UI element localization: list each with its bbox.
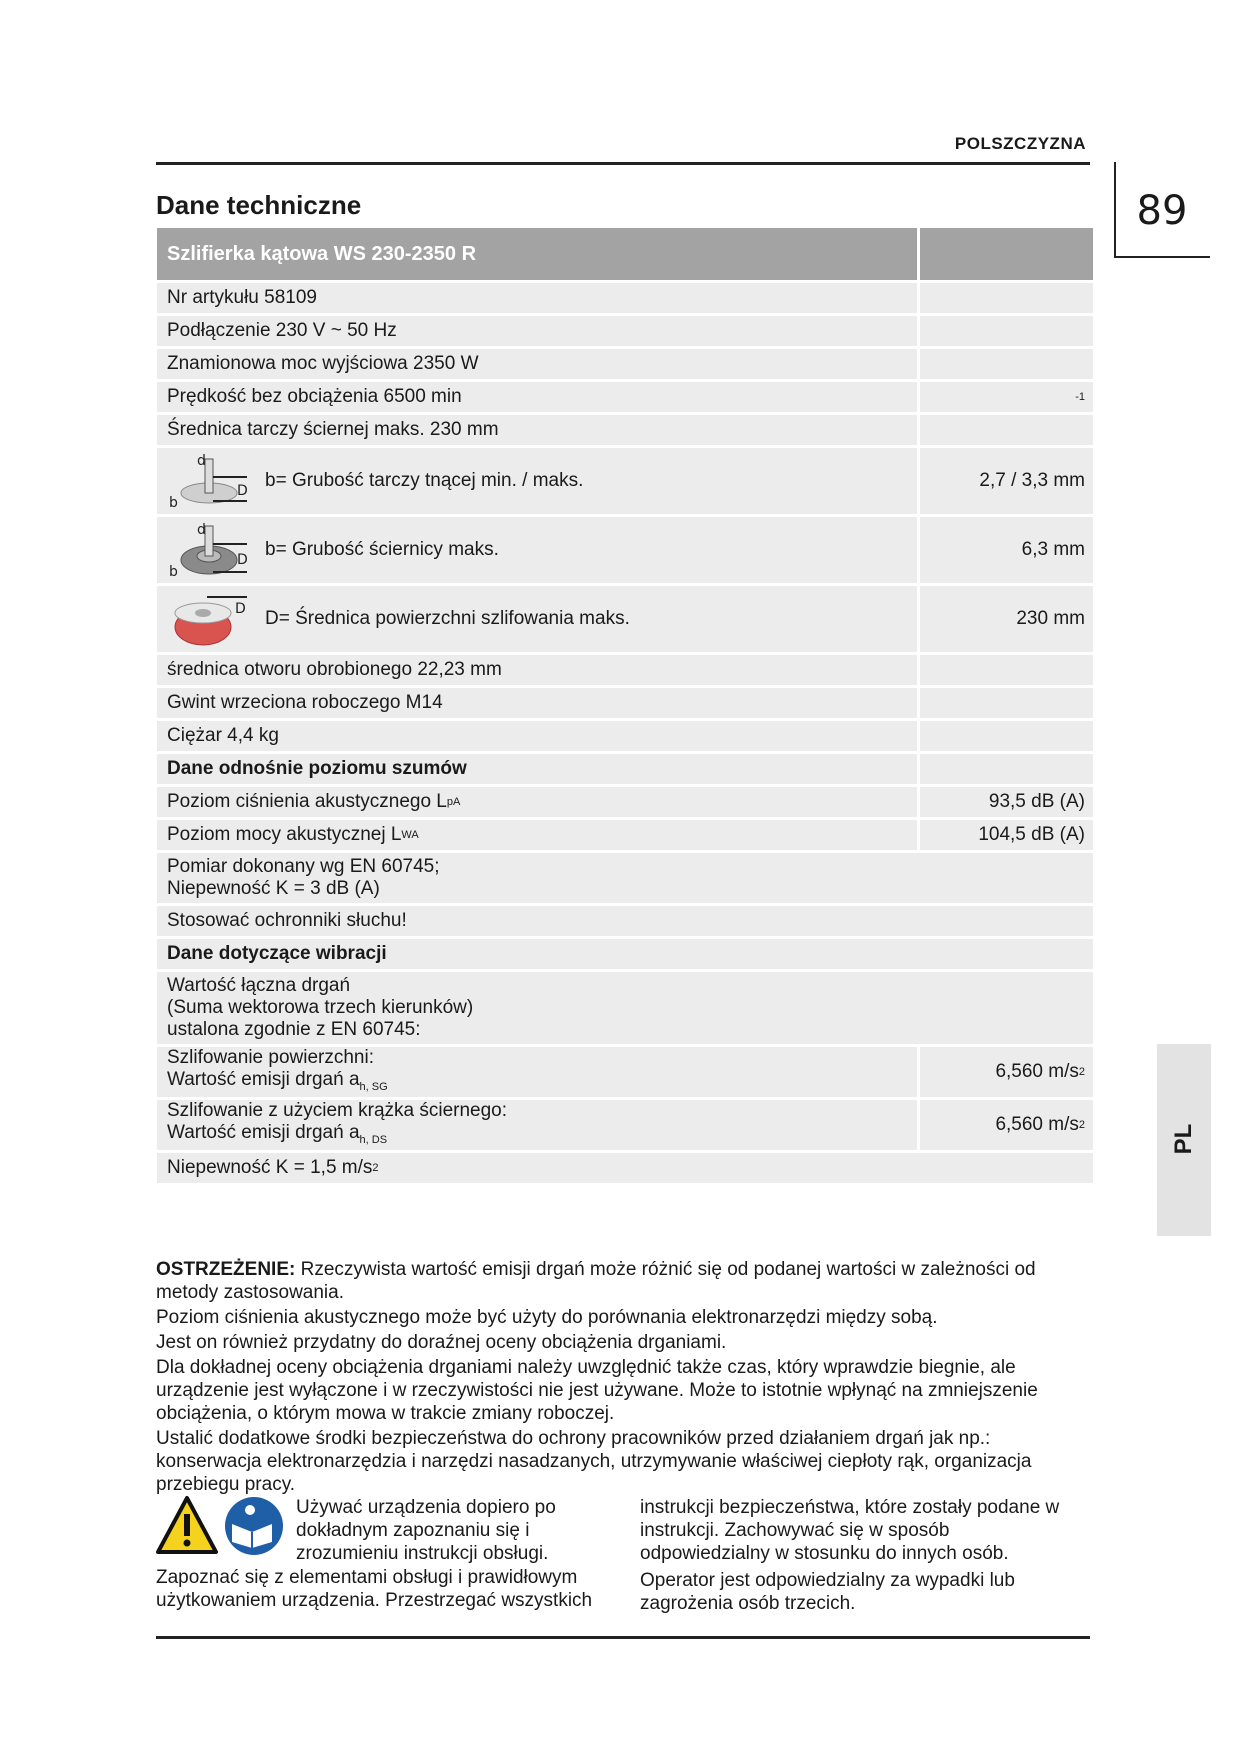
measurement-standard: Pomiar dokonany wg EN 60745;: [167, 856, 440, 877]
disc-sanding-text: Wartość emisji drgań a: [167, 1121, 360, 1143]
spindle-thread: Gwint wrzeciona roboczego M14: [157, 688, 917, 718]
sound-pressure-subscript: pA: [446, 796, 461, 808]
notice-operator-responsibility: Operator jest odpowiedzialny za wypadki lub zagrożenia osób trzecich.: [640, 1570, 1015, 1614]
value-cell: [920, 283, 1093, 313]
table-row: [157, 906, 1093, 936]
table-row: [157, 517, 1093, 583]
surface-grinding-line2: [167, 1069, 388, 1098]
table-row: [157, 1153, 1093, 1183]
disc-sanding-label: [157, 1100, 917, 1150]
table-row: [157, 787, 1093, 817]
notice-safety-instructions: instrukcji bezpieczeństwa, które zostały podane w instrukcji. Zachowywać się w sposób odpowiedzialny w stosunku do innych osób.: [640, 1497, 1060, 1564]
table-row: [157, 754, 1093, 784]
surface-diameter-label: D= Średnica powierzchni szlifowania maks.: [265, 608, 630, 629]
surface-diameter-row: [157, 586, 917, 652]
sound-power-label: [157, 820, 917, 850]
wire-brush-icon: [167, 589, 251, 649]
sound-power-value: 104,5 dB (A): [920, 820, 1093, 850]
vibration-uncertainty-text: Niepewność K = 1,5 m/s: [167, 1157, 373, 1178]
vibration-total-line1: Wartość łączna drgań: [167, 975, 351, 996]
cutting-thickness-value: 2,7 / 3,3 mm: [920, 448, 1093, 514]
table-row: [157, 688, 1093, 718]
bottom-rule: [156, 1636, 1090, 1639]
grinding-thickness-label: b= Grubość ściernicy maks.: [265, 539, 499, 560]
disc-sanding-line1: Szlifowanie z użyciem krążka ściernego:: [167, 1099, 508, 1121]
notice-controls: Zapoznać się z elementami obsługi i prawidłowym użytkowaniem urządzenia. Przestrzegać wszystkich: [156, 1567, 593, 1611]
spec-table: [157, 228, 1093, 1186]
cutting-thickness-label: b= Grubość tarczy tnącej min. / maks.: [265, 470, 584, 491]
warning-paragraph-4: Dla dokładnej oceny obciążenia drganiami należy uwzględnić także czas, który wprawdzie biegnie, ale urządzenie jest wyłączone i w rzeczywistości nie jest używane. Może to istotnie wpłynąć na zmniejszenie obciążenia, o którym mowa w trakcie zmiany roboczej.: [156, 1357, 1038, 1424]
sound-power-text: Poziom mocy akustycznej L: [167, 824, 402, 845]
table-title: Szlifierka kątowa WS 230-2350 R: [157, 228, 917, 280]
surface-grinding-text: Wartość emisji drgań a: [167, 1068, 360, 1090]
grinding-thickness-value: 6,3 mm: [920, 517, 1093, 583]
notice-read-manual: Używać urządzenia dopiero po dokładnym zapoznaniu się i zrozumieniu instrukcji obsługi.: [296, 1497, 556, 1564]
value-cell: [920, 316, 1093, 346]
table-row: [157, 655, 1093, 685]
table-header-row: [157, 228, 1093, 280]
surface-diameter-value: 230 mm: [920, 586, 1093, 652]
disc-diameter: Średnica tarczy ściernej maks. 230 mm: [157, 415, 917, 445]
sound-pressure-text: Poziom ciśnienia akustycznego L: [167, 791, 447, 812]
table-row: [157, 721, 1093, 751]
sound-power-subscript: WA: [401, 829, 419, 841]
warning-triangle-icon: [156, 1494, 284, 1558]
table-row: [157, 448, 1093, 514]
table-row: [157, 349, 1093, 379]
table-row: [157, 1047, 1093, 1097]
article-number: Nr artykułu 58109: [157, 283, 917, 313]
cutting-disc-row: [157, 448, 917, 514]
surface-grinding-number: 6,560 m/s: [995, 1061, 1079, 1082]
table-row: [157, 939, 1093, 969]
svg-text:D: D: [235, 601, 246, 617]
table-header-blank: [920, 228, 1093, 280]
vibration-total-line2: (Suma wektorowa trzech kierunków): [167, 997, 474, 1018]
table-row: [157, 1100, 1093, 1150]
table-row: [157, 972, 1093, 1044]
value-cell: [920, 688, 1093, 718]
measurement-note: [157, 853, 1093, 903]
squared-exponent: 2: [1078, 1119, 1085, 1131]
noise-heading: Dane odnośnie poziomu szumów: [157, 754, 917, 784]
safety-icons: [156, 1494, 284, 1563]
vibration-uncertainty: [157, 1153, 1093, 1183]
warning-label: OSTRZEŻENIE:: [156, 1259, 296, 1280]
value-cell: [920, 349, 1093, 379]
value-cell: [920, 415, 1093, 445]
notice-right-column: [640, 1496, 1080, 1619]
vibration-total: [157, 972, 1093, 1044]
svg-text:D: D: [237, 552, 248, 568]
svg-text:D: D: [237, 483, 248, 499]
bore-diameter: średnica otworu obrobionego 22,23 mm: [157, 655, 917, 685]
svg-text:b: b: [169, 495, 178, 511]
squared-exponent: 2: [1078, 1066, 1085, 1078]
surface-grinding-label: [157, 1047, 917, 1097]
table-row: [157, 820, 1093, 850]
squared-exponent: 2: [372, 1162, 379, 1174]
grinding-disc-icon: [167, 520, 251, 580]
hearing-protection-note: Stosować ochronniki słuchu!: [157, 906, 1093, 936]
sound-pressure-value: 93,5 dB (A): [920, 787, 1093, 817]
warning-text-1: Rzeczywista wartość emisji drgań może różnić się od podanej wartości w zależności od metody zastosowania.: [156, 1259, 1036, 1303]
grinding-disc-row: [157, 517, 917, 583]
vibration-heading: Dane dotyczące wibracji: [157, 939, 1093, 969]
side-language-tab-label: PL: [1170, 1123, 1197, 1155]
disc-sanding-number: 6,560 m/s: [995, 1114, 1079, 1135]
section-title: Dane techniczne: [156, 190, 362, 220]
disc-sanding-value: [920, 1100, 1093, 1150]
top-rule: [156, 162, 1090, 165]
surface-grinding-subscript: h, SG: [359, 1080, 388, 1093]
no-load-speed: Prędkość bez obciążenia 6500 min: [157, 382, 917, 412]
table-row: [157, 415, 1093, 445]
table-row: [157, 853, 1093, 903]
disc-sanding-subscript: h, DS: [359, 1133, 388, 1146]
language-label: POLSZCZYZNA: [954, 134, 1086, 153]
warning-paragraph-2: Poziom ciśnienia akustycznego może być użyty do porównania elektronarzędzi między sobą.: [156, 1307, 938, 1328]
rated-power: Znamionowa moc wyjściowa 2350 W: [157, 349, 917, 379]
measurement-uncertainty: Niepewność K = 3 dB (A): [167, 878, 380, 899]
svg-text:b: b: [169, 564, 178, 580]
surface-grinding-value: [920, 1047, 1093, 1097]
svg-text:d: d: [197, 522, 206, 538]
value-cell: [920, 721, 1093, 751]
value-cell: [920, 382, 1093, 412]
disc-sanding-line2: [167, 1122, 387, 1151]
page-number: 89: [1136, 188, 1188, 234]
cutting-disc-icon: [167, 451, 251, 511]
weight: Ciężar 4,4 kg: [157, 721, 917, 751]
speed-unit-exponent: -1: [1075, 391, 1085, 403]
table-row: [157, 283, 1093, 313]
surface-grinding-line1: Szlifowanie powierzchni:: [167, 1046, 374, 1068]
svg-text:d: d: [197, 453, 206, 469]
table-row: [157, 382, 1093, 412]
value-cell: [920, 754, 1093, 784]
sound-pressure-label: [157, 787, 917, 817]
warning-paragraph-3: Jest on również przydatny do doraźnej oceny obciążenia drganiami.: [156, 1332, 727, 1353]
value-cell: [920, 655, 1093, 685]
vibration-total-line3: ustalona zgodnie z EN 60745:: [167, 1019, 421, 1040]
table-row: [157, 316, 1093, 346]
warning-paragraph-1: [156, 1258, 1090, 1304]
table-row: [157, 586, 1093, 652]
connection: Podłączenie 230 V ~ 50 Hz: [157, 316, 917, 346]
warning-block: [156, 1258, 1090, 1498]
warning-paragraph-5: Ustalić dodatkowe środki bezpieczeństwa do ochrony pracowników przed działaniem drgań jak np.: konserwacja elektronarzędzia i narzędzi nasadzanych, utrzymywanie właściwej ciepłoty rąk, organizacja przebiegu pracy.: [156, 1428, 1032, 1495]
